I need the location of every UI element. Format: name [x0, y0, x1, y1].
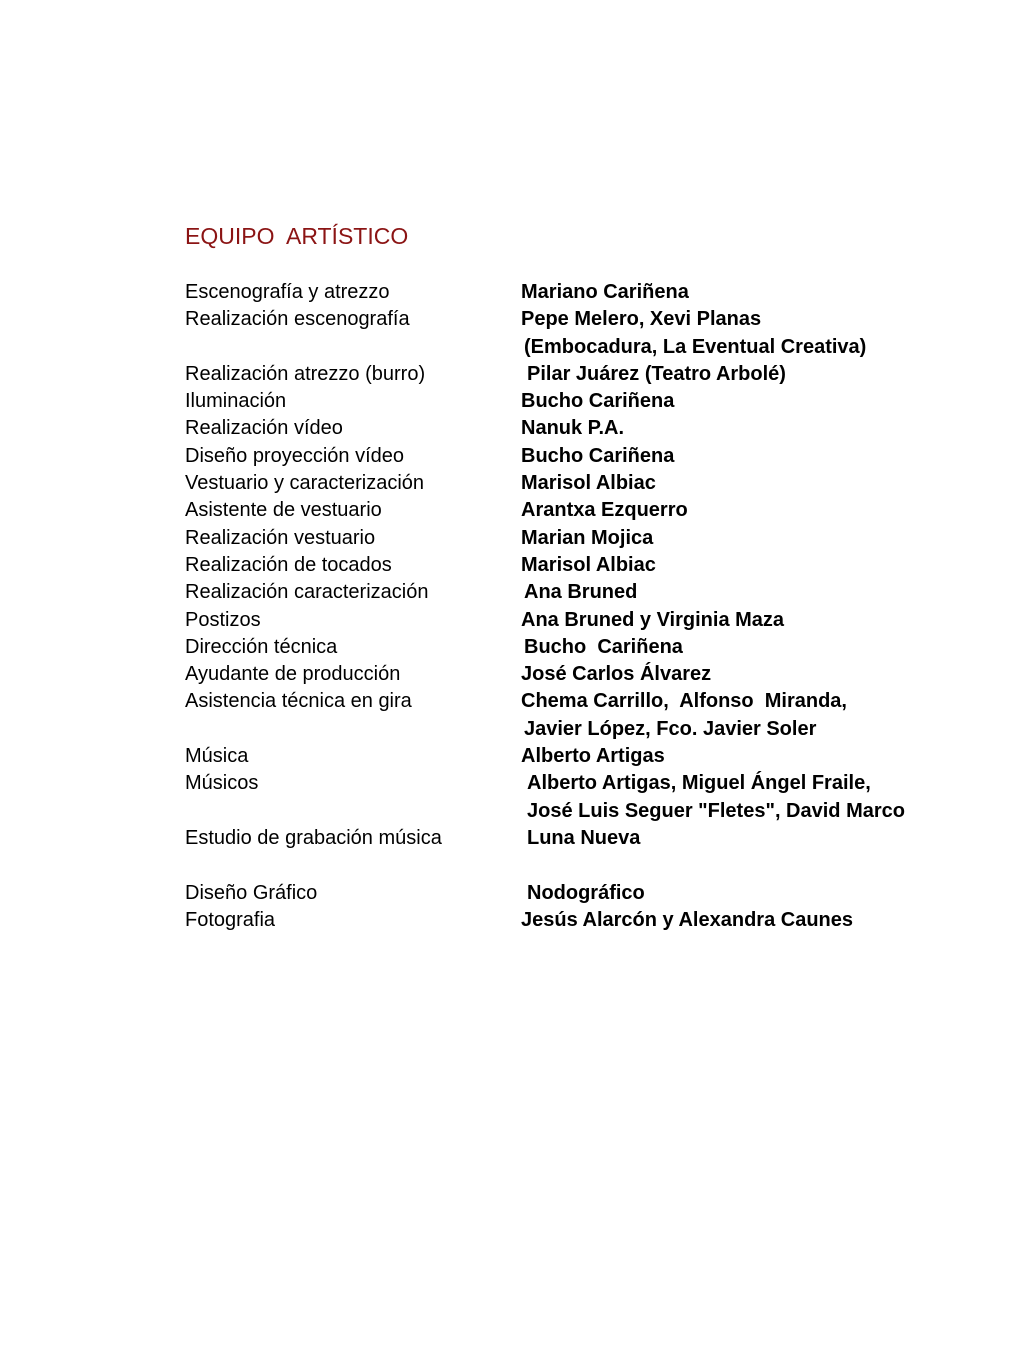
- credit-person: Luna Nueva: [527, 826, 641, 849]
- credit-row: [185, 825, 1005, 852]
- credit-role: Realización vídeo: [185, 417, 343, 440]
- credit-person: (Embocadura, La Eventual Creativa): [524, 335, 867, 358]
- credit-row: [185, 688, 1005, 715]
- credit-person: Pepe Melero, Xevi Planas: [521, 308, 762, 331]
- credit-row: [185, 661, 1005, 688]
- credit-role: Fotografia: [185, 908, 276, 931]
- credit-role: Diseño Gráfico: [185, 881, 318, 904]
- credit-person: Nanuk P.A.: [521, 417, 624, 440]
- credits-list: [185, 279, 1005, 934]
- credit-person: Bucho Cariñena: [521, 444, 675, 467]
- credit-role: Realización vestuario: [185, 526, 376, 549]
- credit-person: Ana Bruned: [524, 581, 638, 604]
- credit-row-spacer: [185, 852, 1005, 879]
- credit-role: Realización caracterización: [185, 581, 429, 604]
- credit-person: Mariano Cariñena: [521, 281, 689, 303]
- credit-role: Diseño proyección vídeo: [185, 444, 405, 467]
- credit-row: [185, 880, 1005, 907]
- credit-role: Músicos: [185, 772, 259, 795]
- credit-row: [185, 770, 1005, 797]
- section-title: EQUIPO ARTÍSTICO: [185, 223, 409, 249]
- credit-person: Chema Carrillo, Alfonso Miranda,: [521, 690, 847, 713]
- credit-row: [185, 415, 1005, 442]
- credit-person: Jesús Alarcón y Alexandra Caunes: [521, 908, 853, 931]
- credit-row: [185, 470, 1005, 497]
- credit-role: Realización atrezzo (burro): [185, 362, 426, 385]
- credit-role: Dirección técnica: [185, 635, 338, 658]
- credit-row: [185, 907, 1005, 934]
- credit-role: Postizos: [185, 608, 261, 631]
- credit-row: [185, 306, 1005, 333]
- credit-row: [185, 798, 1005, 825]
- credit-row: [185, 716, 1005, 743]
- credit-person: Bucho Cariñena: [524, 635, 683, 658]
- credit-row: [185, 443, 1005, 470]
- credit-role: Iluminación: [185, 390, 287, 413]
- credit-row: [185, 743, 1005, 770]
- credit-person: Pilar Juárez (Teatro Arbolé): [527, 362, 786, 385]
- credit-person: Arantxa Ezquerro: [521, 499, 688, 522]
- credit-role: Ayudante de producción: [185, 663, 401, 686]
- credit-person: Marian Mojica: [521, 526, 654, 549]
- credit-row: [185, 579, 1005, 606]
- credit-row: [185, 497, 1005, 524]
- credit-row: [185, 334, 1005, 361]
- credit-role: Asistencia técnica en gira: [185, 690, 412, 713]
- credit-person: Javier López, Fco. Javier Soler: [524, 717, 817, 740]
- credit-person: José Luis Seguer "Fletes", David Marco: [527, 799, 905, 822]
- credit-role: Asistente de vestuario: [185, 499, 382, 522]
- credit-role: Vestuario y caracterización: [185, 472, 425, 495]
- credit-role: Realización de tocados: [185, 553, 392, 576]
- credit-role: Música: [185, 745, 249, 768]
- credit-person: Ana Bruned y Virginia Maza: [521, 608, 785, 631]
- credit-row: [185, 279, 1005, 306]
- credit-person: Marisol Albiac: [521, 472, 656, 495]
- credit-person: José Carlos Álvarez: [521, 663, 712, 686]
- credit-person: Bucho Cariñena: [521, 390, 675, 413]
- credit-row: [185, 361, 1005, 388]
- credit-row: [185, 634, 1005, 661]
- credit-person: Alberto Artigas, Miguel Ángel Fraile,: [527, 772, 871, 795]
- credit-role: Estudio de grabación música: [185, 826, 442, 849]
- credit-row: [185, 525, 1005, 552]
- credit-row: [185, 552, 1005, 579]
- credit-person: Marisol Albiac: [521, 553, 656, 576]
- credit-row: [185, 388, 1005, 415]
- credit-role: Realización escenografía: [185, 308, 410, 331]
- credit-person: Nodográfico: [527, 881, 645, 904]
- credit-row: [185, 607, 1005, 634]
- credit-person: Alberto Artigas: [521, 745, 665, 768]
- credit-role: Escenografía y atrezzo: [185, 281, 390, 303]
